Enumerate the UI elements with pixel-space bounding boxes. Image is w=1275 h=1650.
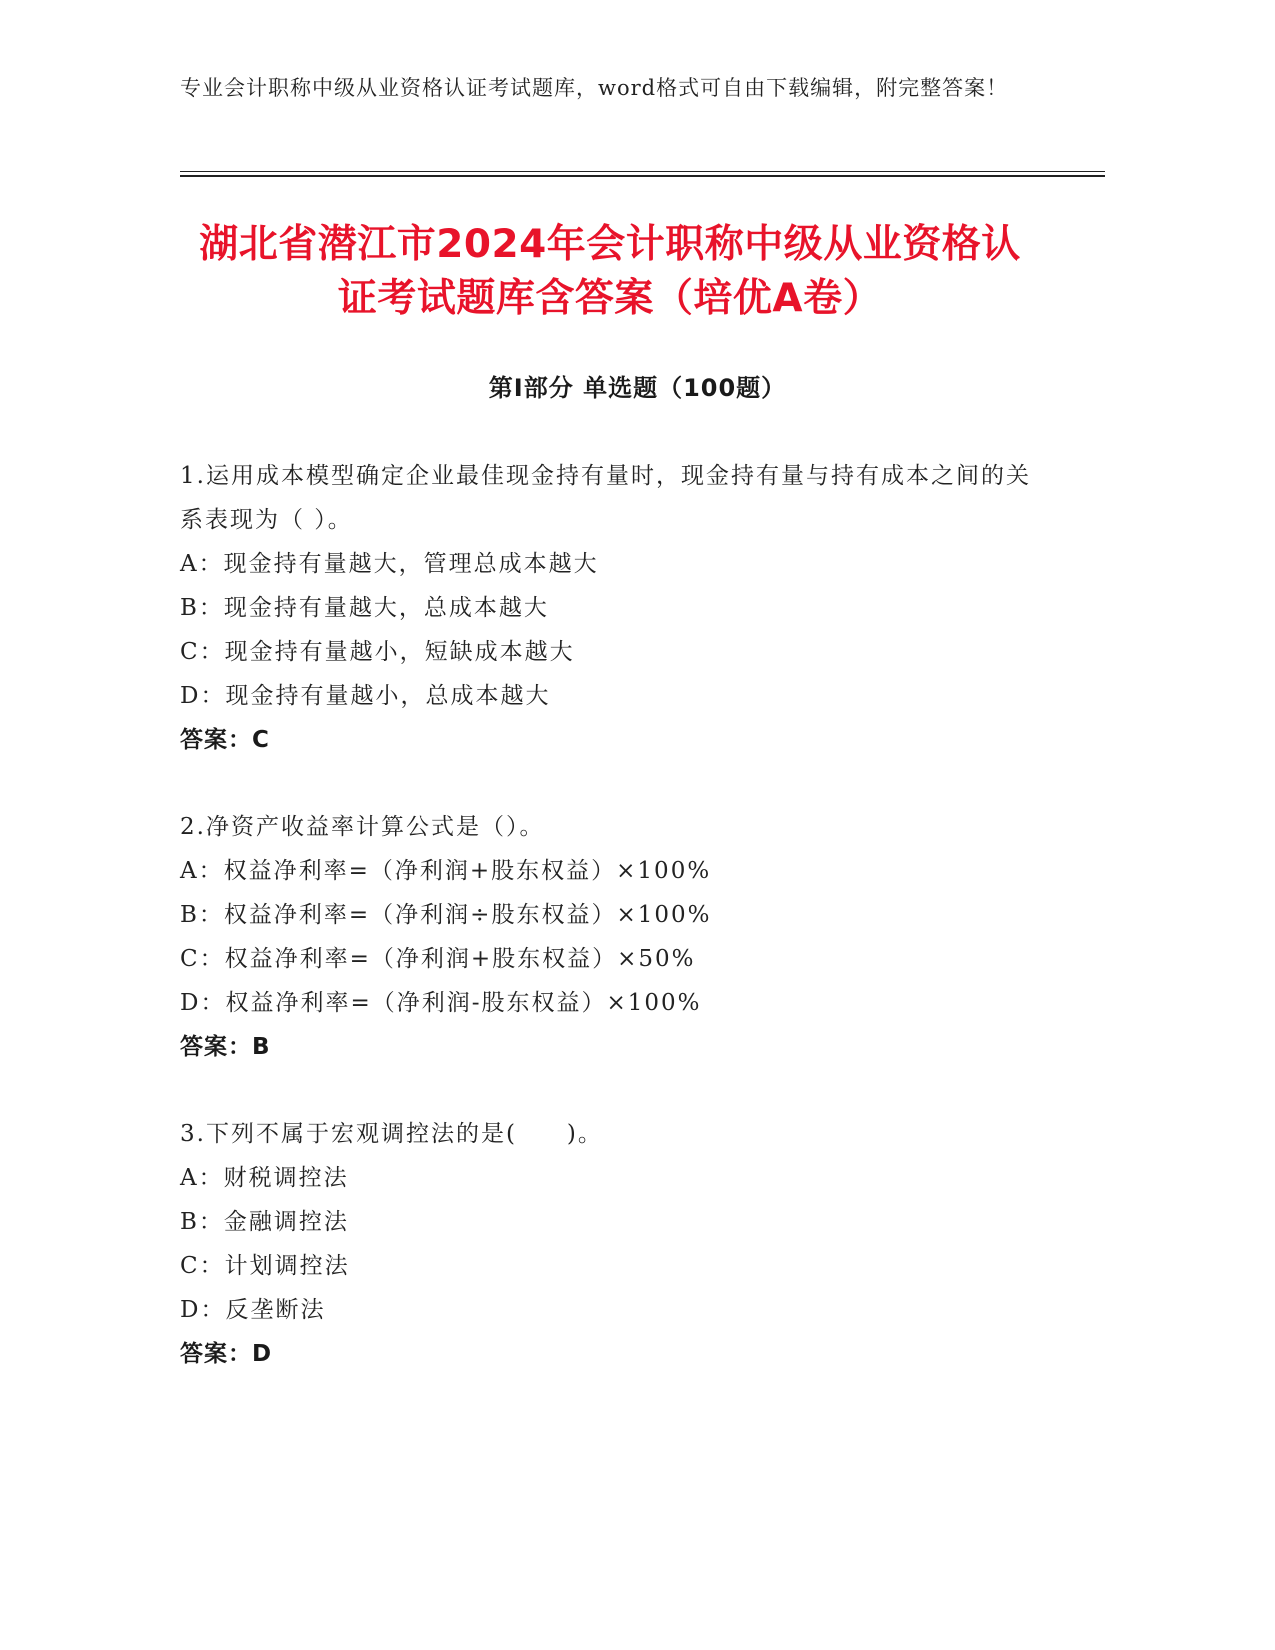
question-list: [180, 454, 1040, 1419]
question-stem: 3.下列不属于宏观调控法的是( )。: [180, 1121, 603, 1147]
answer: 答案：D: [180, 1341, 273, 1367]
question-3: [180, 1112, 1040, 1376]
answer: 答案：C: [180, 727, 270, 753]
question-stem: 1.运用成本模型确定企业最佳现金持有量时，现金持有量与持有成本之间的关系表现为（ ）。: [180, 463, 1031, 533]
section-title: 第Ⅰ部分 单选题（100题）: [488, 374, 787, 402]
option-a: A：权益净利率=（净利润+股东权益）×100%: [180, 858, 712, 884]
option-a: A：财税调控法: [180, 1165, 349, 1191]
option-c: C：权益净利率=（净利润+股东权益）×50%: [180, 946, 696, 972]
option-d: D：现金持有量越小，总成本越大: [180, 683, 551, 709]
question-1: [180, 454, 1040, 762]
option-d: D：权益净利率=（净利润-股东权益）×100%: [180, 990, 702, 1016]
option-d: D：反垄断法: [180, 1297, 326, 1323]
option-c: C：现金持有量越小，短缺成本越大: [180, 639, 575, 665]
header-note: 专业会计职称中级从业资格认证考试题库，word格式可自由下载编辑，附完整答案！: [180, 76, 1009, 100]
header-divider-thick: [180, 175, 1105, 177]
option-a: A：现金持有量越大，管理总成本越大: [180, 551, 599, 577]
option-b: B：金融调控法: [180, 1209, 349, 1235]
question-2: [180, 805, 1040, 1069]
option-b: B：权益净利率=（净利润÷股东权益）×100%: [180, 902, 712, 928]
option-b: B：现金持有量越大，总成本越大: [180, 595, 549, 621]
question-stem: 2.净资产收益率计算公式是（）。: [180, 814, 545, 840]
header-divider-thin: [180, 171, 1105, 172]
answer: 答案：B: [180, 1034, 271, 1060]
document-title: 湖北省潜江市2024年会计职称中级从业资格认证考试题库含答案（培优A卷）: [199, 222, 1021, 321]
option-c: C：计划调控法: [180, 1253, 350, 1279]
